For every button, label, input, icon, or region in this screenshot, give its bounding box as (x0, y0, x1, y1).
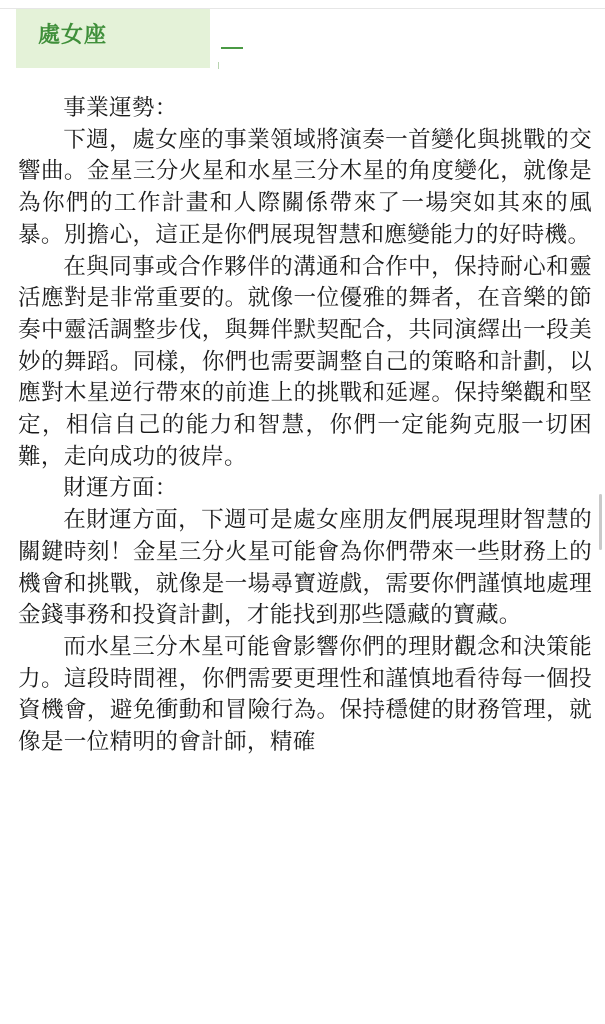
header-accent-line (221, 47, 243, 49)
header-accent-tick (218, 62, 219, 69)
paragraph: 而水星三分木星可能會影響你們的理財觀念和決策能力。這段時間裡，你們需要更理性和謹慎地看待每一個投資機會，避免衝動和冒險行為。保持穩健的財務管理，就像是一位精明的會計師，精確 (18, 633, 592, 756)
article-body (18, 93, 592, 759)
section-title: 處女座 (38, 23, 108, 48)
section-header (16, 9, 210, 68)
subheading-career: 事業運勢： (63, 95, 178, 121)
scrollbar-thumb[interactable] (599, 494, 602, 550)
paragraph: 下週，處女座的事業領域將演奏一首變化與挑戰的交響曲。金星三分火星和水星三分木星的角度變化，就像是為你們的工作計畫和人際關係帶來了一場突如其來的風暴。別擔心，這正是你們展現智慧和應變能力的好時機。 (18, 126, 592, 248)
paragraph: 在財運方面，下週可是處女座朋友們展現理財智慧的關鍵時刻！金星三分火星可能會為你們帶來一些財務上的機會和挑戰，就像是一場尋寶遊戲，需要你們謹慎地處理金錢事務和投資計劃，才能找到那些隱藏的寶藏。 (18, 507, 592, 629)
subheading-wealth: 財運方面： (63, 475, 178, 502)
paragraph: 在與同事或合作夥伴的溝通和合作中，保持耐心和靈活應對是非常重要的。就像一位優雅的舞者，在音樂的節奏中靈活調整步伐，與舞伴默契配合，共同演繹出一段美妙的舞蹈。同樣，你們也需要調整自己的策略和計劃，以應對木星逆行帶來的前進上的挑戰和延遲。保持樂觀和堅定，相信自己的能力和智慧，你們一定能夠克服一切困難，走向成功的彼岸。 (18, 253, 592, 470)
